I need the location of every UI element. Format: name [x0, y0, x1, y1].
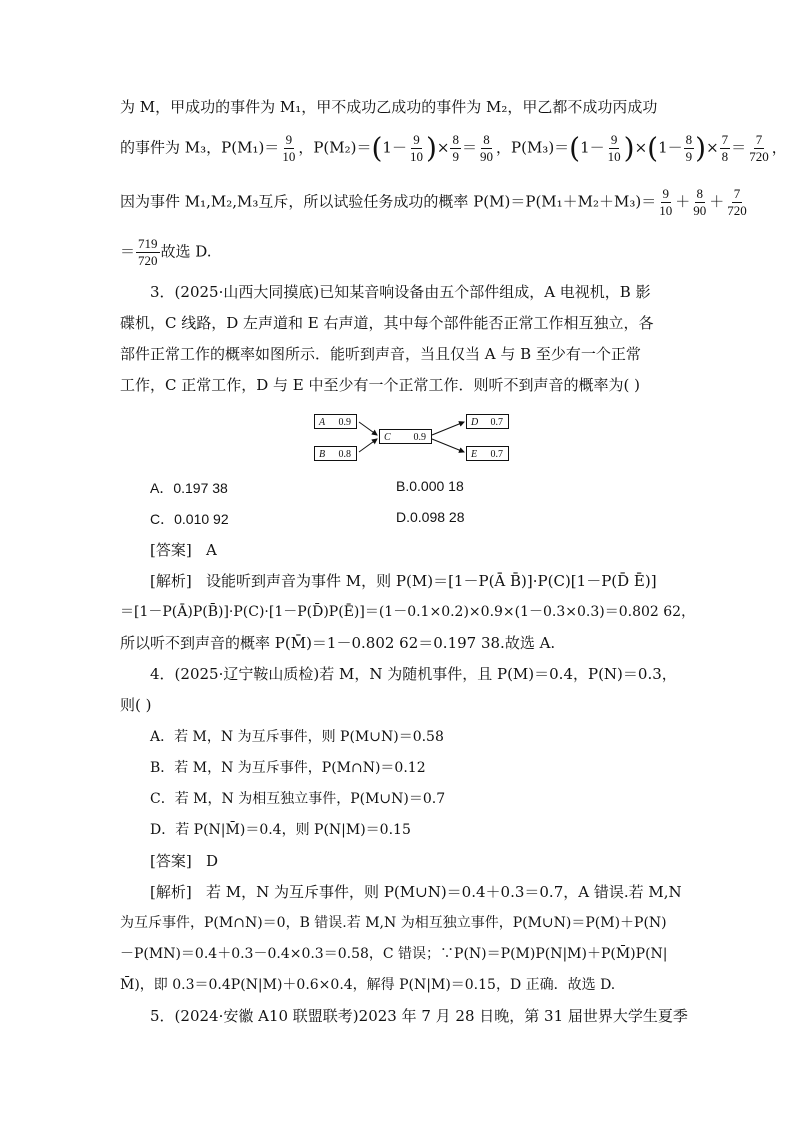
- question-5-text: 5．(2024·安徽 A10 联盟联考)2023 年 7 月 28 日晚，第 31 届世界大学生夏季: [150, 1007, 688, 1025]
- fraction: $\frac{8}{90}$: [693, 186, 707, 218]
- fraction: $\frac{719}{720}$: [138, 236, 158, 268]
- formula-line: ＝ $\frac{719}{720}$ 故选 D.: [120, 236, 212, 268]
- node-a: A 0.9: [314, 414, 357, 429]
- node-b: B 0.8: [314, 446, 357, 461]
- answer-value: D: [206, 852, 219, 870]
- text-line: 为 M，甲成功的事件为 M₁，甲不成功乙成功的事件为 M₂，甲乙都不成功丙成功: [120, 98, 658, 116]
- fraction: $\frac{7}{720}$: [727, 186, 747, 218]
- fraction: $\frac{9}{10}$: [409, 132, 423, 164]
- explanation-line: M̄)，即 0.3＝0.4P(N|M)＋0.6×0.4，解得 P(N|M)＝0.15，D 正确．故选 D.: [120, 977, 616, 993]
- fraction: $\frac{8}{9}$: [685, 132, 693, 164]
- node-e: E 0.7: [466, 446, 509, 461]
- option-b: B.0.000 18: [396, 478, 464, 494]
- option-a: A．若 M，N 为互斥事件，则 P(M∪N)＝0.58: [150, 729, 444, 745]
- fraction: $\frac{9}{10}$: [659, 186, 673, 218]
- explanation-line: －P(MN)＝0.4＋0.3－0.4×0.3＝0.58，C 错误；∵P(N)＝P(M)P(N|M)＋P(M̄)P(N|: [120, 946, 668, 962]
- explanation: [解析] 设能听到声音为事件 M，则 P(M)＝[1－P(Ā B̄)]·P(C)[1－P(D̄ Ē)]: [150, 572, 657, 590]
- option-d: D.0.098 28: [396, 509, 465, 525]
- explanation-line: ＝[1－P(Ā)P(B̄)]·P(C)·[1－P(D̄)P(Ē)]＝(1－0.1×0.2)×0.9×(1－0.3×0.3)＝0.802 62，: [120, 604, 696, 620]
- explanation: [解析] 若 M，N 为互斥事件，则 P(M∪N)＝0.4＋0.3＝0.7，A 错误.若 M,N: [150, 883, 682, 901]
- explanation-line: 为互斥事件，P(M∩N)＝0，B 错误.若 M,N 为相互独立事件，P(M∪N)＝P(M)＋P(N): [120, 915, 667, 931]
- option-d: D．若 P(N|M̄)＝0.4，则 P(N|M)＝0.15: [150, 822, 411, 838]
- question-4-text: 则( ): [120, 696, 152, 714]
- question-3-text: 工作，C 正常工作，D 与 E 中至少有一个正常工作．则听不到声音的概率为( ): [120, 376, 641, 394]
- question-3-text: 部件正常工作的概率如图所示．能听到声音，当且仅当 A 与 B 至少有一个正常: [120, 345, 641, 363]
- node-c: C 0.9: [379, 429, 432, 444]
- question-4-text: 4．(2025·辽宁鞍山质检)若 M，N 为随机事件，且 P(M)＝0.4，P(N)＝0.3，: [150, 665, 677, 683]
- option-c: C．0.010 92: [150, 511, 229, 527]
- fraction: $\frac{8}{90}$: [480, 132, 493, 164]
- answer-value: A: [206, 541, 217, 559]
- fraction: $\frac{8}{9}$: [452, 132, 459, 164]
- formula-line: 的事件为 M₃，P(M₁)＝ $\frac{9}{10}$ ，P(M₂)＝(1－ $\frac{9}{10}$ )× $\frac{8}{9}$ ＝ $\frac{8}{90}$ ，P(M₃)＝(1－ $\frac{9}{10}$ )×(1－ $\frac{8}{9}$ )× $\frac{7}{8}$ ＝ $\frac{7}{720}$ ，: [120, 131, 787, 165]
- answer-label: [答案] D: [150, 852, 219, 870]
- question-3-text: 碟机，C 线路，D 左声道和 E 右声道，其中每个部件能否正常工作相互独立，各: [120, 314, 654, 332]
- option-b: B．若 M，N 为互斥事件，P(M∩N)＝0.12: [150, 760, 426, 776]
- node-d: D 0.7: [466, 414, 509, 429]
- option-c: C．若 M，N 为相互独立事件，P(M∪N)＝0.7: [150, 791, 446, 807]
- formula-line: 因为事件 M₁,M₂,M₃互斥，所以试验任务成功的概率 P(M)＝P(M₁＋M₂＋M₃)＝ $\frac{9}{10}$ ＋ $\frac{8}{90}$ ＋ $\frac{7}{720}$: [120, 186, 747, 218]
- option-a: A．0.197 38: [150, 480, 228, 496]
- question-3-text: 3．(2025·山西大同摸底)已知某音响设备由五个部件组成，A 电视机，B 影: [150, 283, 651, 301]
- component-diagram: [313, 408, 513, 464]
- explanation-line: 所以听不到声音的概率 P(M̄)＝1－0.802 62＝0.197 38.故选 A.: [120, 634, 556, 652]
- fraction: $\frac{7}{8}$: [721, 132, 729, 164]
- fraction: $\frac{9}{10}$: [282, 132, 296, 164]
- answer-label: [答案] A: [150, 541, 217, 559]
- fraction: $\frac{9}{10}$: [607, 132, 621, 164]
- fraction: $\frac{7}{720}$: [749, 132, 769, 164]
